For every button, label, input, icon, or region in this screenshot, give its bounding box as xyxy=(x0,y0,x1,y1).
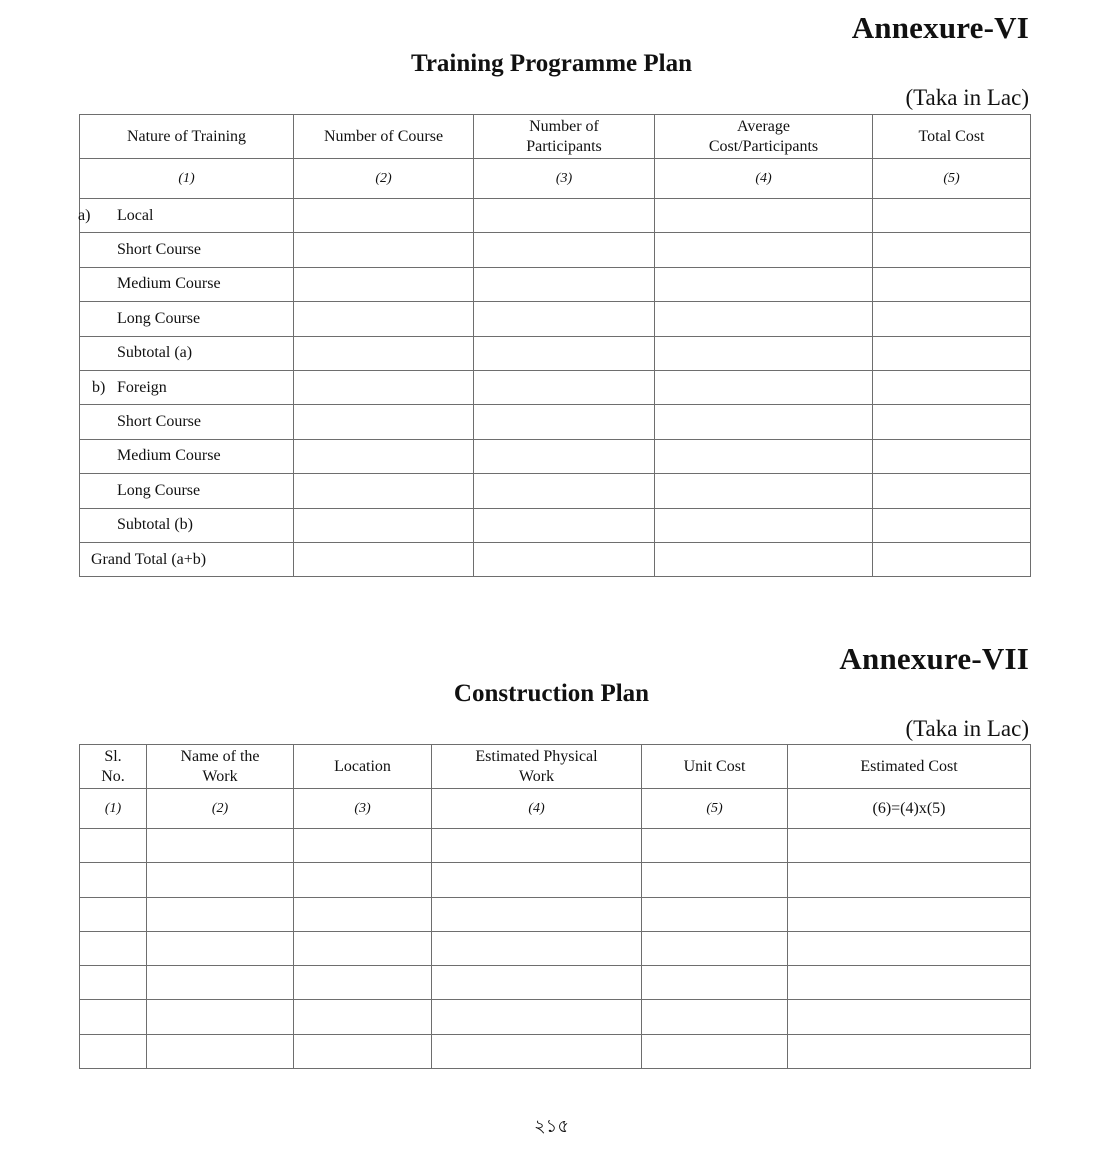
column-number-row xyxy=(80,159,1031,199)
construction-row xyxy=(80,966,1031,1000)
training-value-cell[interactable] xyxy=(873,405,1031,439)
training-value-cell[interactable] xyxy=(655,233,873,267)
row-label: Medium Course xyxy=(117,275,221,293)
header-row xyxy=(80,115,1031,159)
construction-cell[interactable] xyxy=(788,1034,1031,1068)
training-value-cell[interactable] xyxy=(294,199,474,233)
training-value-cell[interactable] xyxy=(873,336,1031,370)
training-value-cell[interactable] xyxy=(294,405,474,439)
training-value-cell[interactable] xyxy=(474,542,655,576)
construction-cell[interactable] xyxy=(294,1034,432,1068)
column-number: (5) xyxy=(642,789,788,829)
row-label: Local xyxy=(117,206,154,224)
construction-plan-table xyxy=(79,744,1031,1069)
construction-row xyxy=(80,1000,1031,1034)
construction-row xyxy=(80,1034,1031,1068)
construction-cell[interactable] xyxy=(788,1000,1031,1034)
training-nature-cell xyxy=(80,370,294,404)
training-value-cell[interactable] xyxy=(294,267,474,301)
training-row xyxy=(80,439,1031,473)
construction-cell[interactable] xyxy=(642,1034,788,1068)
training-value-cell[interactable] xyxy=(294,474,474,508)
annexure-vii-label: Annexure-VII xyxy=(839,641,1029,676)
construction-cell[interactable] xyxy=(80,1000,147,1034)
construction-cell[interactable] xyxy=(294,966,432,1000)
header-row xyxy=(80,745,1031,789)
training-nature-cell xyxy=(80,199,294,233)
header-number-of-course: Number of Course xyxy=(294,115,474,159)
construction-cell[interactable] xyxy=(432,1034,642,1068)
training-value-cell[interactable] xyxy=(474,474,655,508)
construction-cell[interactable] xyxy=(788,897,1031,931)
training-value-cell[interactable] xyxy=(873,542,1031,576)
construction-row xyxy=(80,931,1031,965)
construction-cell[interactable] xyxy=(80,829,147,863)
column-number: (4) xyxy=(655,159,873,199)
construction-cell[interactable] xyxy=(80,966,147,1000)
construction-cell[interactable] xyxy=(80,897,147,931)
training-value-cell[interactable] xyxy=(474,370,655,404)
training-value-cell[interactable] xyxy=(873,267,1031,301)
construction-cell[interactable] xyxy=(432,897,642,931)
training-programme-table xyxy=(79,114,1031,577)
training-value-cell[interactable] xyxy=(873,233,1031,267)
training-value-cell[interactable] xyxy=(655,439,873,473)
training-value-cell[interactable] xyxy=(474,233,655,267)
annexure-vi-label: Annexure-VI xyxy=(851,10,1029,45)
construction-cell[interactable] xyxy=(80,1034,147,1068)
training-value-cell[interactable] xyxy=(294,508,474,542)
header-unit-cost: Unit Cost xyxy=(642,745,788,789)
training-value-cell[interactable] xyxy=(873,370,1031,404)
training-value-cell[interactable] xyxy=(873,302,1031,336)
header-location: Location xyxy=(294,745,432,789)
construction-cell[interactable] xyxy=(642,931,788,965)
training-value-cell[interactable] xyxy=(655,474,873,508)
column-number: (2) xyxy=(147,789,294,829)
training-row xyxy=(80,199,1031,233)
training-row xyxy=(80,474,1031,508)
header-average-cost: Average Cost/Participants xyxy=(655,115,873,159)
row-label: Short Course xyxy=(117,241,201,259)
training-value-cell[interactable] xyxy=(294,302,474,336)
training-nature-cell xyxy=(80,405,294,439)
construction-row xyxy=(80,863,1031,897)
construction-cell[interactable] xyxy=(432,829,642,863)
construction-plan-title: Construction Plan xyxy=(453,680,650,707)
training-nature-cell xyxy=(80,439,294,473)
training-nature-cell xyxy=(80,474,294,508)
training-value-cell[interactable] xyxy=(474,267,655,301)
construction-cell[interactable] xyxy=(147,1034,294,1068)
training-row xyxy=(80,542,1031,576)
construction-cell[interactable] xyxy=(642,863,788,897)
training-value-cell[interactable] xyxy=(474,405,655,439)
training-nature-cell xyxy=(80,267,294,301)
training-row xyxy=(80,267,1031,301)
training-nature-cell xyxy=(80,302,294,336)
training-value-cell[interactable] xyxy=(294,233,474,267)
row-label: Short Course xyxy=(117,413,201,431)
training-nature-cell xyxy=(80,336,294,370)
training-value-cell[interactable] xyxy=(655,508,873,542)
training-value-cell[interactable] xyxy=(474,336,655,370)
training-row xyxy=(80,508,1031,542)
construction-cell[interactable] xyxy=(432,863,642,897)
construction-cell[interactable] xyxy=(642,1000,788,1034)
column-number: (3) xyxy=(294,789,432,829)
column-number: (6)=(4)x(5) xyxy=(788,789,1031,829)
training-value-cell[interactable] xyxy=(655,302,873,336)
construction-cell[interactable] xyxy=(147,863,294,897)
header-estimated-cost: Estimated Cost xyxy=(788,745,1031,789)
training-value-cell[interactable] xyxy=(294,336,474,370)
header-estimated-physical-work: Estimated Physical Work xyxy=(432,745,642,789)
construction-cell[interactable] xyxy=(432,1000,642,1034)
training-value-cell[interactable] xyxy=(294,542,474,576)
training-row xyxy=(80,233,1031,267)
row-label: Subtotal (b) xyxy=(117,516,193,534)
construction-cell[interactable] xyxy=(294,931,432,965)
training-value-cell[interactable] xyxy=(655,336,873,370)
training-value-cell[interactable] xyxy=(655,267,873,301)
construction-cell[interactable] xyxy=(788,863,1031,897)
construction-cell[interactable] xyxy=(294,863,432,897)
training-value-cell[interactable] xyxy=(294,370,474,404)
row-label: Long Course xyxy=(117,309,201,327)
construction-cell[interactable] xyxy=(294,1000,432,1034)
construction-cell[interactable] xyxy=(294,897,432,931)
training-nature-cell xyxy=(80,508,294,542)
construction-cell[interactable] xyxy=(147,897,294,931)
construction-cell[interactable] xyxy=(147,829,294,863)
training-value-cell[interactable] xyxy=(474,439,655,473)
training-value-cell[interactable] xyxy=(655,199,873,233)
row-label: Grand Total (a+b) xyxy=(91,550,207,568)
training-value-cell[interactable] xyxy=(873,439,1031,473)
row-label: Foreign xyxy=(117,378,167,396)
training-nature-cell xyxy=(80,542,294,576)
training-value-cell[interactable] xyxy=(474,302,655,336)
construction-cell[interactable] xyxy=(432,931,642,965)
training-row xyxy=(80,405,1031,439)
training-row xyxy=(80,302,1031,336)
row-label: Medium Course xyxy=(117,447,221,465)
training-value-cell[interactable] xyxy=(474,508,655,542)
training-plan-title: Training Programme Plan xyxy=(411,50,692,77)
column-number: (1) xyxy=(80,789,147,829)
row-label: Subtotal (a) xyxy=(117,344,193,362)
construction-cell[interactable] xyxy=(147,1000,294,1034)
training-value-cell[interactable] xyxy=(873,474,1031,508)
training-value-cell[interactable] xyxy=(294,439,474,473)
training-value-cell[interactable] xyxy=(655,542,873,576)
construction-cell[interactable] xyxy=(147,931,294,965)
column-number: (5) xyxy=(873,159,1031,199)
column-number: (2) xyxy=(294,159,474,199)
column-number: (1) xyxy=(80,159,294,199)
construction-cell[interactable] xyxy=(642,897,788,931)
construction-row xyxy=(80,829,1031,863)
training-value-cell[interactable] xyxy=(873,199,1031,233)
row-label: Long Course xyxy=(117,481,201,499)
training-row xyxy=(80,370,1031,404)
construction-cell[interactable] xyxy=(80,931,147,965)
column-number: (4) xyxy=(432,789,642,829)
training-row xyxy=(80,336,1031,370)
construction-unit-note: (Taka in Lac) xyxy=(905,716,1029,741)
row-prefix: a) xyxy=(78,206,91,224)
construction-cell[interactable] xyxy=(788,829,1031,863)
construction-cell[interactable] xyxy=(294,829,432,863)
training-value-cell[interactable] xyxy=(655,405,873,439)
training-value-cell[interactable] xyxy=(474,199,655,233)
construction-cell[interactable] xyxy=(432,966,642,1000)
construction-cell[interactable] xyxy=(788,931,1031,965)
column-number-row xyxy=(80,789,1031,829)
training-unit-note: (Taka in Lac) xyxy=(905,85,1029,110)
construction-cell[interactable] xyxy=(642,966,788,1000)
row-prefix: b) xyxy=(92,378,106,396)
construction-cell[interactable] xyxy=(642,829,788,863)
column-number: (3) xyxy=(474,159,655,199)
header-name-of-work: Name of the Work xyxy=(147,745,294,789)
header-nature-of-training: Nature of Training xyxy=(80,115,294,159)
training-value-cell[interactable] xyxy=(655,370,873,404)
construction-cell[interactable] xyxy=(788,966,1031,1000)
construction-cell[interactable] xyxy=(80,863,147,897)
construction-row xyxy=(80,897,1031,931)
training-nature-cell xyxy=(80,233,294,267)
header-total-cost: Total Cost xyxy=(873,115,1031,159)
header-number-of-participants: Number of Participants xyxy=(474,115,655,159)
page-number: ২১৫ xyxy=(533,1116,570,1137)
training-value-cell[interactable] xyxy=(873,508,1031,542)
header-sl-no: Sl. No. xyxy=(80,745,147,789)
construction-cell[interactable] xyxy=(147,966,294,1000)
